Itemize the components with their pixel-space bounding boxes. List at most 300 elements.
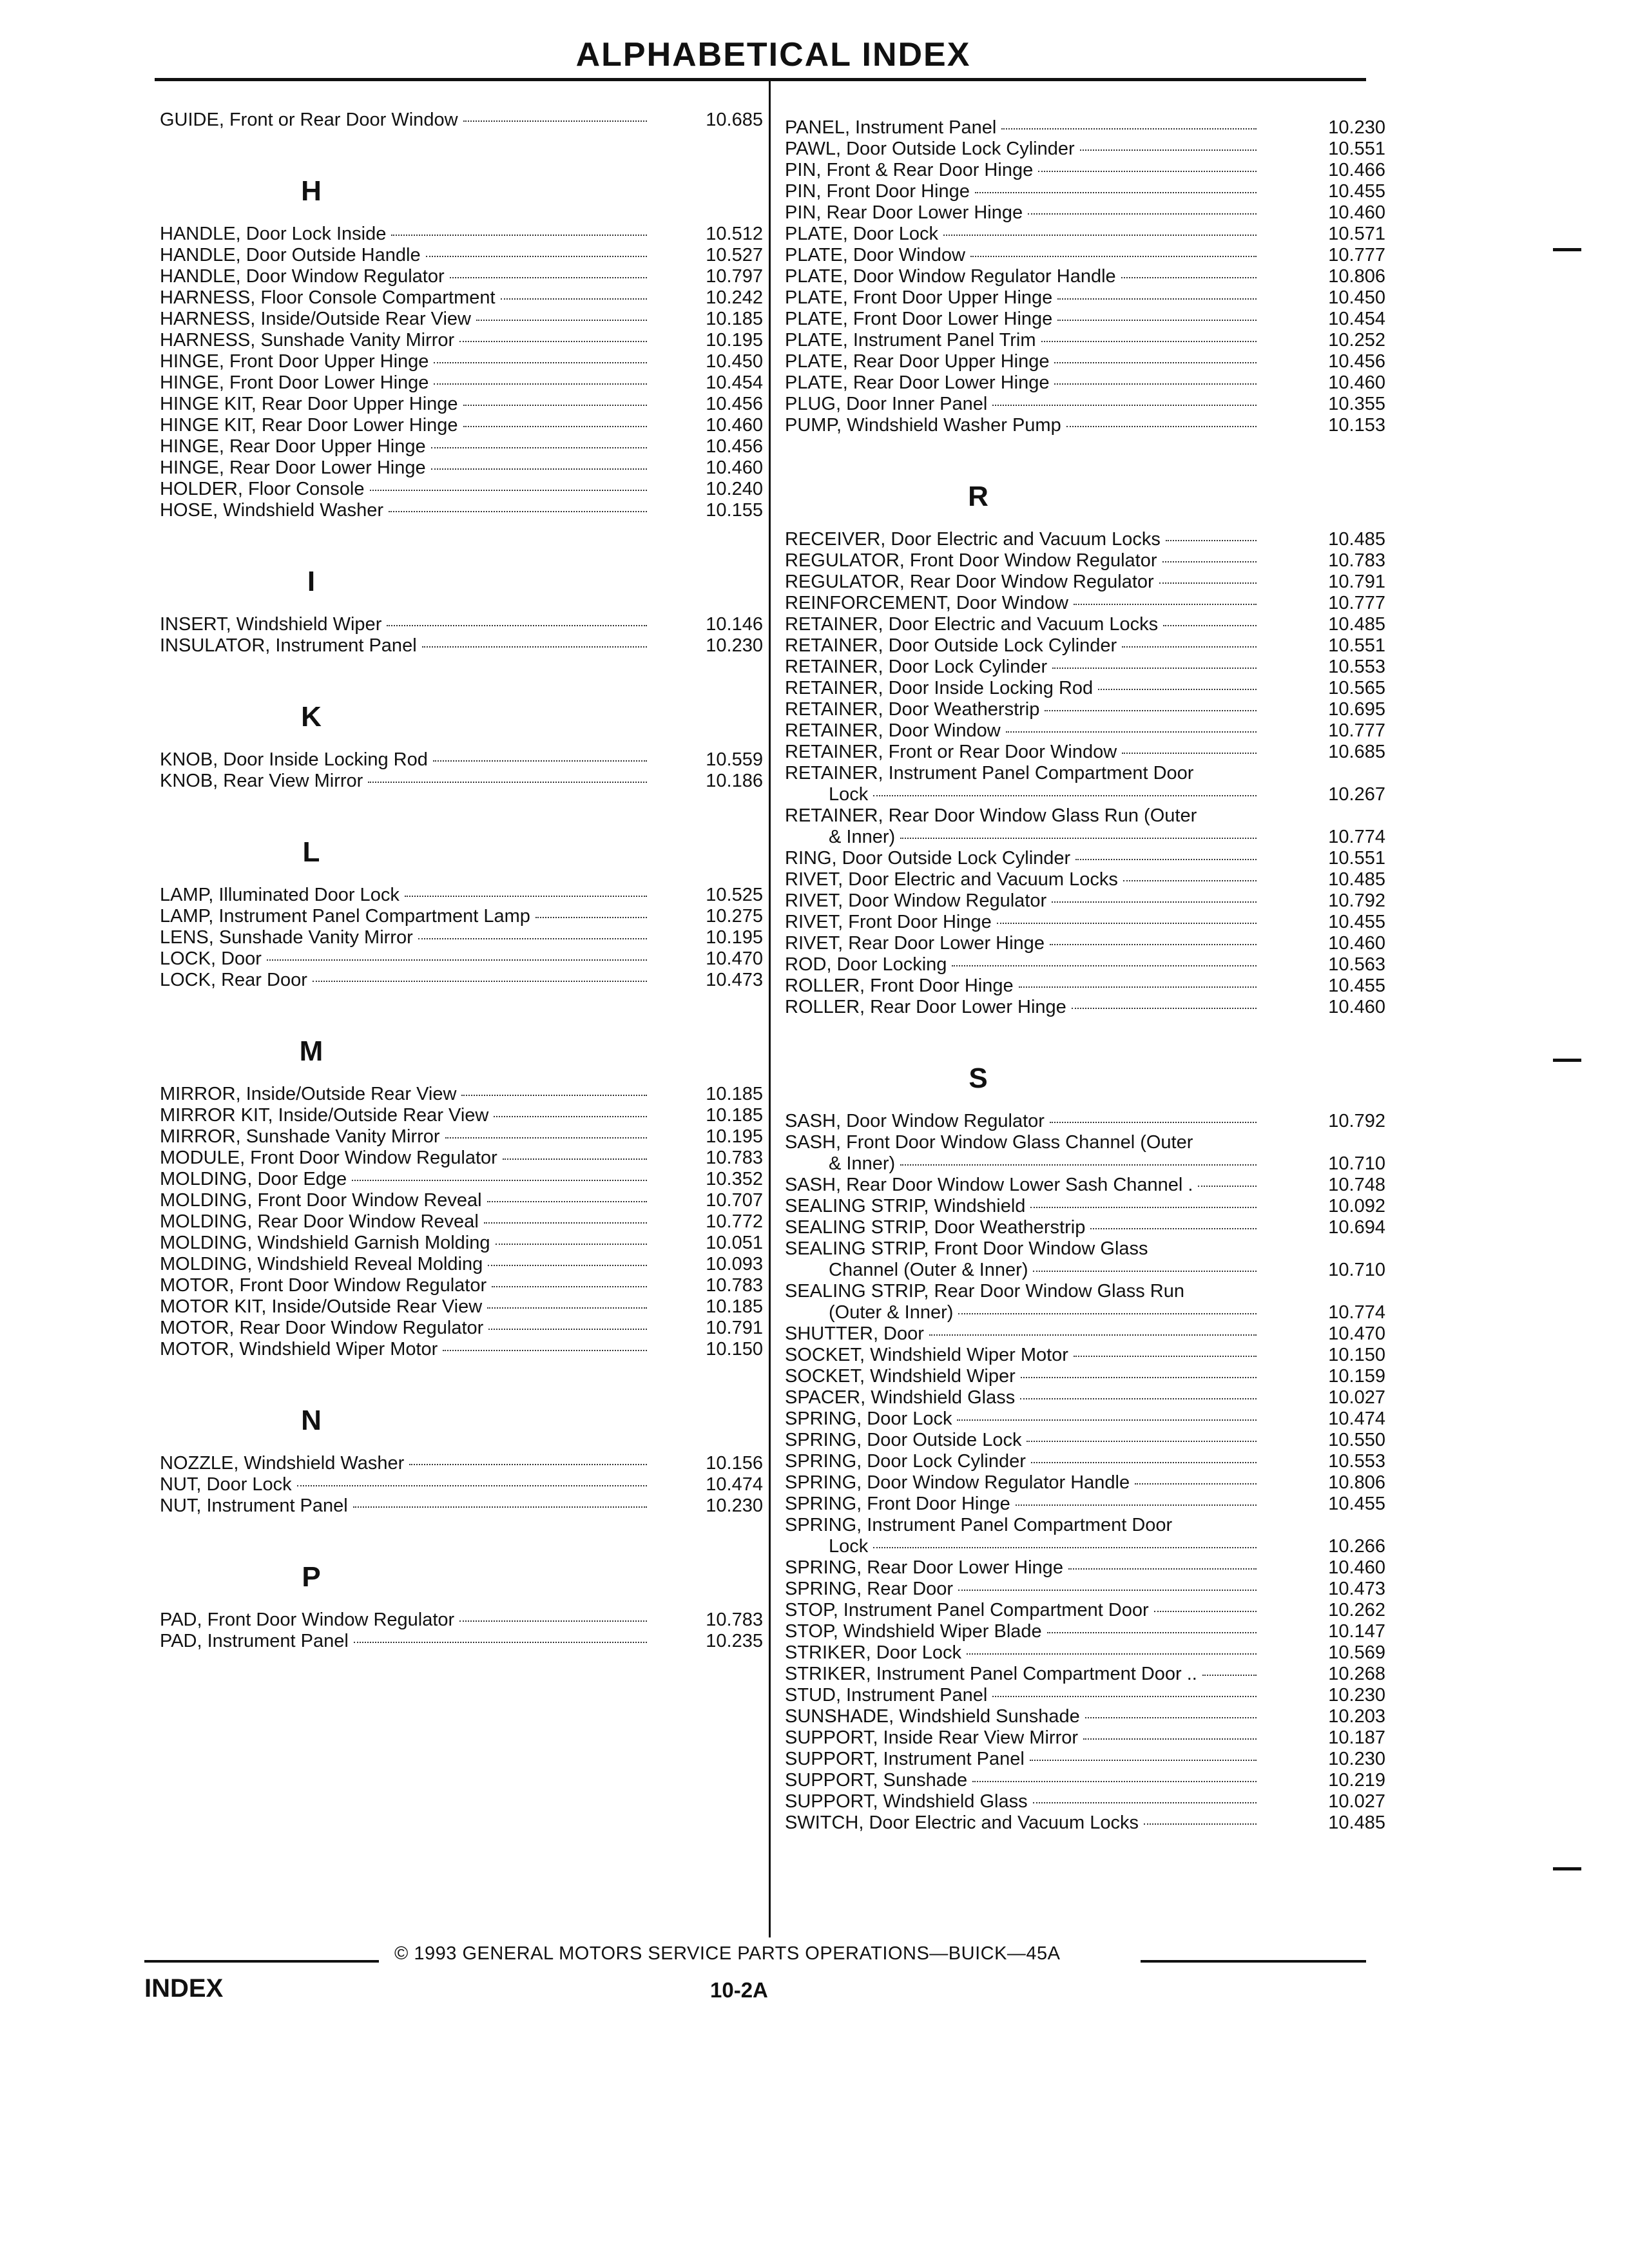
index-entry: [785, 572, 1385, 593]
entry-continuation: [785, 1302, 1385, 1323]
dot-leader: [1033, 1802, 1257, 1803]
entry-page-ref: 10.792: [1328, 1111, 1385, 1131]
entry-term: SPRING, Door Lock Cylinder: [785, 1451, 1026, 1472]
dot-leader: [297, 1485, 647, 1486]
entry-term: SOCKET, Windshield Wiper: [785, 1366, 1016, 1387]
dot-leader: [1031, 1462, 1257, 1463]
dot-leader: [1098, 689, 1257, 690]
dot-leader: [391, 235, 647, 236]
entry-page-ref: 10.485: [1328, 1812, 1385, 1833]
edge-tick-mark: [1553, 248, 1581, 251]
index-entry: [785, 202, 1385, 224]
entry-term: RIVET, Rear Door Lower Hinge: [785, 933, 1045, 954]
index-entry: [160, 1190, 763, 1211]
entry-term: GUIDE, Front or Rear Door Window: [160, 110, 458, 130]
entry-page-ref: 10.242: [706, 287, 763, 308]
entry-term: LAMP, Illuminated Door Lock: [160, 885, 400, 905]
entry-page-ref: 10.710: [1328, 1260, 1385, 1280]
index-entry: [785, 614, 1385, 635]
dot-leader: [1198, 1186, 1257, 1187]
dot-leader: [1202, 1675, 1257, 1676]
index-entry: [160, 110, 763, 131]
index-entry: [160, 500, 763, 521]
entry-page-ref: 10.146: [706, 614, 763, 635]
copyright-line: © 1993 GENERAL MOTORS SERVICE PARTS OPERATIONS—BUICK—45A: [394, 1943, 1061, 1964]
entry-page-ref: 10.791: [706, 1318, 763, 1338]
dot-leader: [1001, 128, 1257, 130]
entry-page-ref: 10.474: [706, 1474, 763, 1495]
index-entry: [160, 224, 763, 245]
entry-term: MIRROR, Inside/Outside Rear View: [160, 1084, 457, 1104]
dot-leader: [1072, 1008, 1257, 1009]
entry-term: PLATE, Front Door Lower Hinge: [785, 309, 1053, 329]
entry-term: NUT, Instrument Panel: [160, 1495, 348, 1516]
dot-leader: [958, 1590, 1257, 1591]
entry-page-ref: 10.777: [1328, 245, 1385, 265]
index-entry: [160, 1084, 763, 1105]
entry-term: SPRING, Door Window Regulator Handle: [785, 1472, 1130, 1493]
index-entry: [785, 1685, 1385, 1706]
entry-page-ref: 10.355: [1328, 394, 1385, 414]
entry-page-ref: 10.275: [706, 906, 763, 927]
entry-page-ref: 10.150: [1328, 1345, 1385, 1365]
index-entry: [160, 436, 763, 457]
entry-page-ref: 10.195: [706, 330, 763, 351]
dot-leader: [492, 1286, 647, 1287]
index-entry: [785, 1749, 1385, 1770]
index-entry: [160, 635, 763, 657]
index-entry: [160, 479, 763, 500]
dot-leader: [431, 468, 647, 470]
edge-tick-mark: [1553, 1867, 1581, 1870]
dot-leader: [1050, 944, 1257, 945]
section-label: INDEX: [144, 1974, 224, 2003]
entry-term: REINFORCEMENT, Door Window: [785, 593, 1068, 613]
index-entry: [785, 1664, 1385, 1685]
dot-leader: [1006, 731, 1257, 733]
index-entry: [785, 139, 1385, 160]
entry-term: LOCK, Door: [160, 948, 262, 969]
index-entry: [785, 1600, 1385, 1621]
dot-leader: [1027, 1441, 1257, 1442]
dot-leader: [431, 447, 647, 448]
entry-term: NOZZLE, Windshield Washer: [160, 1453, 405, 1474]
dot-leader: [352, 1180, 647, 1181]
entry-page-ref: 10.551: [1328, 635, 1385, 656]
dot-leader: [354, 1642, 647, 1643]
entry-page-ref: 10.485: [1328, 869, 1385, 890]
entry-term: RETAINER, Door Lock Cylinder: [785, 657, 1048, 677]
entry-term: PIN, Front & Rear Door Hinge: [785, 160, 1034, 180]
index-entry: [785, 1642, 1385, 1664]
dot-leader: [1020, 1398, 1257, 1399]
entry-page-ref: 10.460: [1328, 997, 1385, 1017]
dot-leader: [535, 917, 647, 918]
entry-page-ref: 10.454: [1328, 309, 1385, 329]
entry-term: RIVET, Door Electric and Vacuum Locks: [785, 869, 1118, 890]
entry-page-ref: 10.147: [1328, 1621, 1385, 1642]
entry-term: RECEIVER, Door Electric and Vacuum Locks: [785, 529, 1161, 550]
dot-leader: [900, 1164, 1257, 1166]
left-index-column: [160, 110, 763, 1652]
dot-leader: [1066, 426, 1257, 427]
entry-term: HANDLE, Door Lock Inside: [160, 224, 387, 244]
index-entry: [160, 1126, 763, 1148]
section-h-entries: [160, 224, 763, 521]
dot-leader: [1057, 298, 1257, 300]
index-entry: [785, 1451, 1385, 1472]
index-entry: [785, 1408, 1385, 1430]
dot-leader: [992, 405, 1257, 406]
index-entry: [785, 657, 1385, 678]
index-entry: [160, 1610, 763, 1631]
index-entry: [785, 678, 1385, 699]
entry-page-ref: 10.185: [706, 1105, 763, 1126]
section-s-entries: [785, 1111, 1385, 1834]
dot-leader: [267, 959, 647, 961]
dot-leader: [975, 192, 1257, 193]
entry-term: STRIKER, Instrument Panel Compartment Door ..: [785, 1664, 1197, 1684]
entry-page-ref: 10.230: [1328, 117, 1385, 138]
entry-page-ref: 10.235: [706, 1631, 763, 1651]
dot-leader: [501, 298, 647, 300]
dot-leader: [433, 760, 647, 762]
entry-page-ref: 10.230: [706, 1495, 763, 1516]
dot-leader: [929, 1334, 1257, 1336]
dot-leader: [970, 256, 1257, 257]
entry-page-ref: 10.551: [1328, 139, 1385, 159]
entry-term: PIN, Front Door Hinge: [785, 181, 970, 202]
index-entry: [785, 1472, 1385, 1494]
entry-term-continued: & Inner): [829, 1153, 896, 1174]
index-entry: [160, 1211, 763, 1233]
entry-page-ref: 10.460: [1328, 202, 1385, 223]
entry-term: MOLDING, Door Edge: [160, 1169, 347, 1189]
entry-term: REGULATOR, Front Door Window Regulator: [785, 550, 1157, 571]
entry-page-ref: 10.455: [1328, 181, 1385, 202]
entry-term: MOTOR, Front Door Window Regulator: [160, 1275, 487, 1296]
dot-leader: [958, 1313, 1257, 1314]
index-entry: [785, 1812, 1385, 1834]
index-entry: [160, 749, 763, 771]
index-entry: [785, 1217, 1385, 1238]
entry-term: SUPPORT, Windshield Glass: [785, 1791, 1028, 1812]
dot-leader: [487, 1307, 647, 1309]
index-entry: [785, 330, 1385, 351]
entry-term: HINGE KIT, Rear Door Lower Hinge: [160, 415, 458, 436]
index-entry: [160, 1148, 763, 1169]
entry-page-ref: 10.027: [1328, 1791, 1385, 1812]
dot-leader: [1052, 901, 1257, 903]
section-letter-m: M: [299, 1035, 323, 1067]
dot-leader: [972, 1781, 1257, 1782]
dot-leader: [1047, 1632, 1257, 1633]
entry-page-ref: 10.792: [1328, 890, 1385, 911]
entry-term: SHUTTER, Door: [785, 1323, 924, 1344]
index-entry: [160, 266, 763, 287]
entry-page-ref: 10.485: [1328, 614, 1385, 635]
section-letter-s: S: [969, 1062, 988, 1094]
dot-leader: [1122, 646, 1257, 648]
entry-page-ref: 10.027: [1328, 1387, 1385, 1408]
dot-leader: [952, 965, 1257, 966]
entry-term: MOTOR KIT, Inside/Outside Rear View: [160, 1296, 483, 1317]
entry-term: SPRING, Rear Door: [785, 1579, 954, 1599]
entry-page-ref: 10.460: [1328, 933, 1385, 954]
entry-page-ref: 10.267: [1328, 784, 1385, 805]
entry-term: STRIKER, Door Lock: [785, 1642, 961, 1663]
section-k-entries: [160, 749, 763, 792]
entry-page-ref: 10.186: [706, 771, 763, 791]
entry-term: SOCKET, Windshield Wiper Motor: [785, 1345, 1068, 1365]
dot-leader: [405, 896, 647, 897]
entry-page-ref: 10.150: [706, 1339, 763, 1360]
page-number: 10-2A: [710, 1978, 768, 2002]
entry-term: RETAINER, Rear Door Window Glass Run (Outer: [785, 805, 1197, 826]
index-entry: [785, 351, 1385, 372]
entry-page-ref: 10.806: [1328, 266, 1385, 287]
dot-leader: [873, 795, 1257, 796]
index-entry: [160, 330, 763, 351]
entry-term: SWITCH, Door Electric and Vacuum Locks: [785, 1812, 1139, 1833]
entry-term: SASH, Rear Door Window Lower Sash Channel .: [785, 1175, 1193, 1195]
dot-leader: [1074, 1356, 1257, 1357]
entry-page-ref: 10.460: [706, 457, 763, 478]
dot-leader: [1045, 710, 1257, 711]
entry-term: SUNSHADE, Windshield Sunshade: [785, 1706, 1080, 1727]
entry-term-continued: Lock: [829, 1536, 869, 1557]
entry-page-ref: 10.460: [706, 415, 763, 436]
entry-page-ref: 10.051: [706, 1233, 763, 1253]
index-entry: [785, 1238, 1385, 1281]
index-entry: [785, 1132, 1385, 1175]
entry-term: PANEL, Instrument Panel: [785, 117, 997, 138]
entry-term: RETAINER, Instrument Panel Compartment Door: [785, 763, 1194, 783]
dot-leader: [463, 426, 647, 427]
entry-page-ref: 10.155: [706, 500, 763, 521]
index-entry: [160, 614, 763, 635]
entry-term: NUT, Door Lock: [160, 1474, 292, 1495]
index-entry: [785, 1727, 1385, 1749]
index-entry: [785, 309, 1385, 330]
index-entry: [785, 933, 1385, 954]
index-entry: [785, 245, 1385, 266]
entry-term: MOTOR, Rear Door Window Regulator: [160, 1318, 484, 1338]
entry-page-ref: 10.772: [706, 1211, 763, 1232]
dot-leader: [1080, 149, 1257, 151]
entry-term: RETAINER, Door Outside Lock Cylinder: [785, 635, 1117, 656]
index-entry: [785, 997, 1385, 1018]
entry-page-ref: 10.791: [1328, 572, 1385, 592]
dot-leader: [900, 838, 1257, 839]
index-entry: [785, 181, 1385, 202]
index-entry: [785, 394, 1385, 415]
dot-leader: [488, 1265, 647, 1266]
index-entry: [785, 720, 1385, 742]
entry-term: PUMP, Windshield Washer Pump: [785, 415, 1061, 436]
dot-leader: [1122, 753, 1257, 754]
entry-term: HOSE, Windshield Washer: [160, 500, 384, 521]
footer-rule-right: [1141, 1960, 1366, 1963]
index-entry: [160, 309, 763, 330]
entry-page-ref: 10.230: [1328, 1685, 1385, 1706]
index-entry: [785, 975, 1385, 997]
index-entry: [785, 1557, 1385, 1579]
dot-leader: [463, 405, 647, 406]
entry-term: HINGE, Rear Door Lower Hinge: [160, 457, 426, 478]
index-entry: [785, 635, 1385, 657]
index-entry: [160, 1318, 763, 1339]
index-entry: [785, 372, 1385, 394]
index-entry: [785, 1175, 1385, 1196]
entry-page-ref: 10.806: [1328, 1472, 1385, 1493]
entry-page-ref: 10.783: [706, 1275, 763, 1296]
dot-leader: [422, 646, 647, 648]
entry-term: SPRING, Door Lock: [785, 1408, 952, 1429]
entry-page-ref: 10.485: [1328, 529, 1385, 550]
dot-leader: [418, 938, 647, 939]
dot-leader: [459, 341, 647, 342]
dot-leader: [1038, 171, 1257, 172]
index-entry: [160, 885, 763, 906]
index-entry: [785, 699, 1385, 720]
dot-leader: [450, 277, 647, 278]
footer-rule-left: [144, 1960, 379, 1963]
column-divider: [769, 81, 771, 1937]
entry-page-ref: 10.710: [1328, 1153, 1385, 1174]
entry-page-ref: 10.783: [706, 1610, 763, 1630]
entry-term: SEALING STRIP, Windshield: [785, 1196, 1026, 1216]
dot-leader: [389, 511, 647, 512]
entry-page-ref: 10.230: [706, 635, 763, 656]
entry-page-ref: 10.694: [1328, 1217, 1385, 1238]
dot-leader: [1050, 1122, 1257, 1123]
entry-term: MOLDING, Rear Door Window Reveal: [160, 1211, 479, 1232]
index-entry: [785, 954, 1385, 975]
index-entry: [785, 805, 1385, 848]
entry-page-ref: 10.783: [1328, 550, 1385, 571]
entry-page-ref: 10.092: [1328, 1196, 1385, 1216]
dot-leader: [1054, 383, 1257, 385]
entry-term: SUPPORT, Inside Rear View Mirror: [785, 1727, 1079, 1748]
entry-page-ref: 10.774: [1328, 827, 1385, 847]
dot-leader: [1028, 213, 1257, 215]
index-entry: [160, 906, 763, 927]
entry-term: HINGE, Front Door Upper Hinge: [160, 351, 429, 372]
dot-leader: [409, 1464, 647, 1465]
index-entry: [160, 415, 763, 436]
index-entry: [785, 1366, 1385, 1387]
section-letter-l: L: [302, 836, 320, 868]
dot-leader: [488, 1329, 647, 1330]
dot-leader: [443, 1350, 647, 1351]
dot-leader: [1075, 859, 1257, 860]
entry-page-ref: 10.266: [1328, 1536, 1385, 1557]
dot-leader: [426, 256, 647, 257]
entry-term: PLATE, Rear Door Lower Hinge: [785, 372, 1050, 393]
entry-term: RETAINER, Door Electric and Vacuum Locks: [785, 614, 1159, 635]
dot-leader: [1016, 1504, 1257, 1506]
entry-page-ref: 10.685: [1328, 742, 1385, 762]
entry-page-ref: 10.466: [1328, 160, 1385, 180]
index-entry: [160, 1296, 763, 1318]
entry-page-ref: 10.203: [1328, 1706, 1385, 1727]
entry-term: STOP, Windshield Wiper Blade: [785, 1621, 1042, 1642]
entry-term: PLATE, Rear Door Upper Hinge: [785, 351, 1050, 372]
entry-page-ref: 10.352: [706, 1169, 763, 1189]
index-entry: [785, 1387, 1385, 1408]
entry-page-ref: 10.512: [706, 224, 763, 244]
entry-term: LAMP, Instrument Panel Compartment Lamp: [160, 906, 530, 927]
index-entry: [785, 1621, 1385, 1642]
entry-term: RING, Door Outside Lock Cylinder: [785, 848, 1071, 869]
entry-term: RETAINER, Front or Rear Door Window: [785, 742, 1117, 762]
entry-term: HANDLE, Door Outside Handle: [160, 245, 421, 265]
dot-leader: [476, 320, 647, 321]
entry-term: MIRROR KIT, Inside/Outside Rear View: [160, 1105, 489, 1126]
entry-continuation: [785, 1153, 1385, 1175]
dot-leader: [943, 235, 1257, 236]
entry-page-ref: 10.474: [1328, 1408, 1385, 1429]
index-entry: [785, 1430, 1385, 1451]
index-entry: [785, 1323, 1385, 1345]
index-entry: [785, 763, 1385, 805]
section-letter-p: P: [302, 1561, 321, 1593]
section-letter-r: R: [968, 481, 988, 512]
entry-term-continued: & Inner): [829, 827, 896, 847]
entry-term-continued: Channel (Outer & Inner): [829, 1260, 1028, 1280]
index-entry: [160, 1339, 763, 1360]
index-entry: [785, 890, 1385, 912]
entry-term: INSERT, Windshield Wiper: [160, 614, 382, 635]
entry-page-ref: 10.685: [706, 110, 763, 130]
entry-page-ref: 10.185: [706, 1296, 763, 1317]
entry-term: SPRING, Instrument Panel Compartment Door: [785, 1515, 1173, 1535]
dot-leader: [1021, 1377, 1257, 1378]
index-entry: [160, 394, 763, 415]
guide-entries: [160, 110, 763, 131]
entry-page-ref: 10.707: [706, 1190, 763, 1211]
entry-page-ref: 10.470: [1328, 1323, 1385, 1344]
index-entry: [785, 1196, 1385, 1217]
dot-leader: [1166, 540, 1257, 541]
entry-term: STOP, Instrument Panel Compartment Door: [785, 1600, 1149, 1620]
entry-page-ref: 10.195: [706, 927, 763, 948]
entry-term: LOCK, Rear Door: [160, 970, 307, 990]
index-entry: [160, 1631, 763, 1652]
dot-leader: [487, 1201, 647, 1202]
entry-page-ref: 10.774: [1328, 1302, 1385, 1323]
entry-page-ref: 10.219: [1328, 1770, 1385, 1791]
dot-leader: [387, 625, 647, 626]
dot-leader: [957, 1419, 1257, 1421]
dot-leader: [1121, 277, 1257, 278]
dot-leader: [1154, 1611, 1257, 1612]
entry-term: PLATE, Front Door Upper Hinge: [785, 287, 1053, 308]
dot-leader: [1030, 1207, 1257, 1208]
entry-term: ROLLER, Rear Door Lower Hinge: [785, 997, 1066, 1017]
index-entry: [160, 970, 763, 991]
dot-leader: [1162, 561, 1257, 562]
dot-leader: [313, 981, 647, 982]
edge-tick-mark: [1553, 1059, 1581, 1062]
entry-continuation: [785, 784, 1385, 805]
entry-term: HOLDER, Floor Console: [160, 479, 365, 499]
index-entry: [160, 351, 763, 372]
index-entry: [785, 593, 1385, 614]
section-p-continued-entries: [785, 117, 1385, 436]
entry-page-ref: 10.559: [706, 749, 763, 770]
